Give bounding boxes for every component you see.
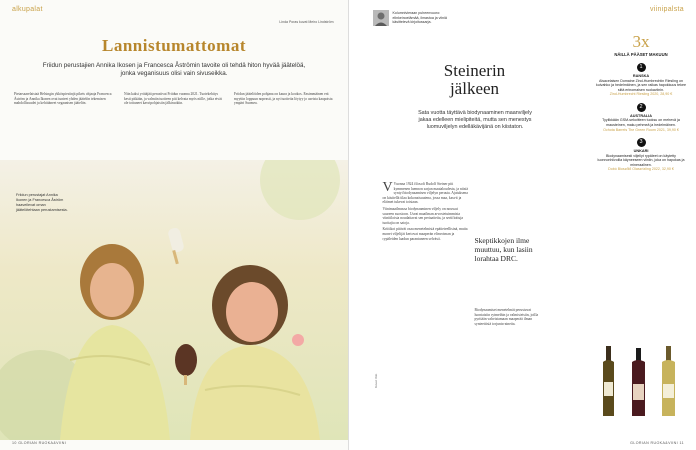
wine-price: Zind-Humbrecht Riesling 2020, 28,90 € (609, 92, 673, 97)
page-footer: GLORIAN RUOKA&VIINI 11 (630, 441, 684, 445)
body-paragraph: V Vuonna 1924 filosofi Rudolf Steiner piti kymmenen luennon sarjan maataloudesta, ja niistä syntyi biodynaamisen viljelyn perusta. Ajatuksena on käsitellä tilaa kokonaisuutena, jossa maa, kasvit ja eläimet tukevat toisiaan. (382, 180, 468, 205)
number-badge: 3 (637, 138, 646, 147)
body-paragraph: Viinimaailmassa biodynaaminen viljely on noussut suureen suosioon. Useat maailman arvostetuimmista viinitiloista noudattavat sen periaatteita, ja sertifioituja tuottajia on satoja. (382, 206, 463, 225)
page-footer: 10 GLORIAN RUOKA&VIINI (12, 441, 67, 445)
wine-price: Dobó Bioszőlő Olaszrizling 2022, 32,90 € (608, 167, 674, 172)
wine-description: Alsacelaisen Domaine Zind-Humbrechtin Riesling on kuivahko ja hedelmäinen, ja sen raikas hapokkuus tekee siitä erinomaisen ruokaviinin. (596, 78, 686, 92)
wine-description: Biodynaamisesti viljellyt rypäleet on käytetty luonnonhiivoilla käyneeseen viiniin, joka on hapokas ja mineraalinen. (597, 153, 685, 167)
body-column-right (475, 308, 541, 328)
body-paragraph: Biodynaamiset menetelmät perustuvat luontaisiin rytmeihin ja valmisteisiin, joilla pyritään vahvistamaan maaperää ilman synteettisiä torjunta-aineita. (474, 308, 539, 326)
wine-country: RANSKA (632, 74, 650, 78)
article-lede: Friidun perustajien Annika Ikosen ja Francesca Åströmin tavoite oli tehdä hiton hyvää jäätelöä, jonka veganisuus olisi vain sivuseikka. (42, 62, 306, 78)
bottle-icon (632, 348, 645, 416)
right-page (349, 0, 696, 450)
section-label: viinipalsta (649, 6, 684, 13)
wine-description: Tyylikkään GSM-sekoitteen tuoksu on mehevä ja mausteinen, maku pehmeä ja hedelmäinen. (602, 118, 680, 127)
wine-item (586, 103, 696, 132)
wine-price: Ochota Barrels The Green Room 2021, 39,90 € (603, 127, 679, 132)
author-avatar (373, 10, 389, 26)
body-column-2: Niin kaksi yrittäjää perustivat Friidun vuonna 2021. Tuotekehitys kesti pitkään, ja valmiin tuotteen piti kelvata myös niille, jotka eivät ole tottuneet kasvipohjaisiin jälkiruokiin. (124, 92, 222, 106)
wine-bottles-illustration (596, 344, 682, 418)
wine-item (586, 138, 696, 172)
author-note: Kolumnivieraan puheenvuoro: elinkeinoelämää, ilmastoa ja viiniä käsittelevä kirjoitussarja. (392, 11, 447, 25)
bottle-icon (662, 346, 675, 416)
photo-credit: Kuvat: Kilo (373, 373, 378, 388)
byline-credits: Linda Poras kuvat Meiro Lindström (279, 20, 334, 24)
article-lede: Sata vuotta täyttävä biodynaaminen maanviljely jakaa edelleen mielipiteitä, mutta sen menestys luomuviljelyn edelläkävijänä on kiistaton. (418, 110, 532, 130)
body-column-1: Pietarsaarelaistaä Helsingin ykköspiesiinjä pikeis ohjaaja Francesca Åström ja Annika Ikonen ovat tunteet yhden jäätelön tekemisen mahdollisuudet ja kehittäneet vegaanisen jäätelön. (14, 92, 112, 106)
portrait-icon (373, 10, 389, 26)
wine-bottles-photo (596, 344, 682, 418)
body-column-3: Friidun jäätelöiden pohjana on kaura ja kookos. Ensimmäinen erä myytiin loppuun nopeasti, ja nyt tuotteita löytyy jo useista kaupoista ympäri Suomea. (234, 92, 333, 106)
sidebar-heading: NÄILLÄ PÄÄSET MAKUUN (614, 52, 668, 57)
article-headline: Lannistumattomat (101, 36, 246, 55)
body-columns (14, 92, 334, 106)
body-paragraph: Kriitikot pitävät osaa menetelmistä epätieteellisinä, mutta monet viljelijät kertovat maaperän elinvoiman ja rypäleiden laadun parantuneen selvästi. (382, 227, 468, 241)
body-column-left (383, 182, 469, 243)
number-badge: 2 (637, 103, 646, 112)
drop-cap: V (382, 180, 393, 195)
pull-quote: Skeptikkojen ilme muuttuu, kun lasiin lorahtaa DRC. (474, 236, 533, 263)
wine-country: UNKARI (633, 149, 649, 154)
wine-country: AUSTRALIA (630, 113, 652, 118)
article-title: Steinerin jälkeen (443, 61, 506, 98)
bottle-icon (603, 346, 614, 416)
wine-item (586, 63, 696, 97)
number-badge: 1 (637, 63, 646, 72)
author-box (373, 10, 459, 26)
sidebar-count: 3x (632, 32, 650, 51)
photo-caption: Friidun perustajat Annika Ikonen ja Francesca Åström haaveilevat oman jäätelötehtaan perustamisesta. (16, 193, 68, 212)
section-label: alkupalat (12, 6, 43, 13)
